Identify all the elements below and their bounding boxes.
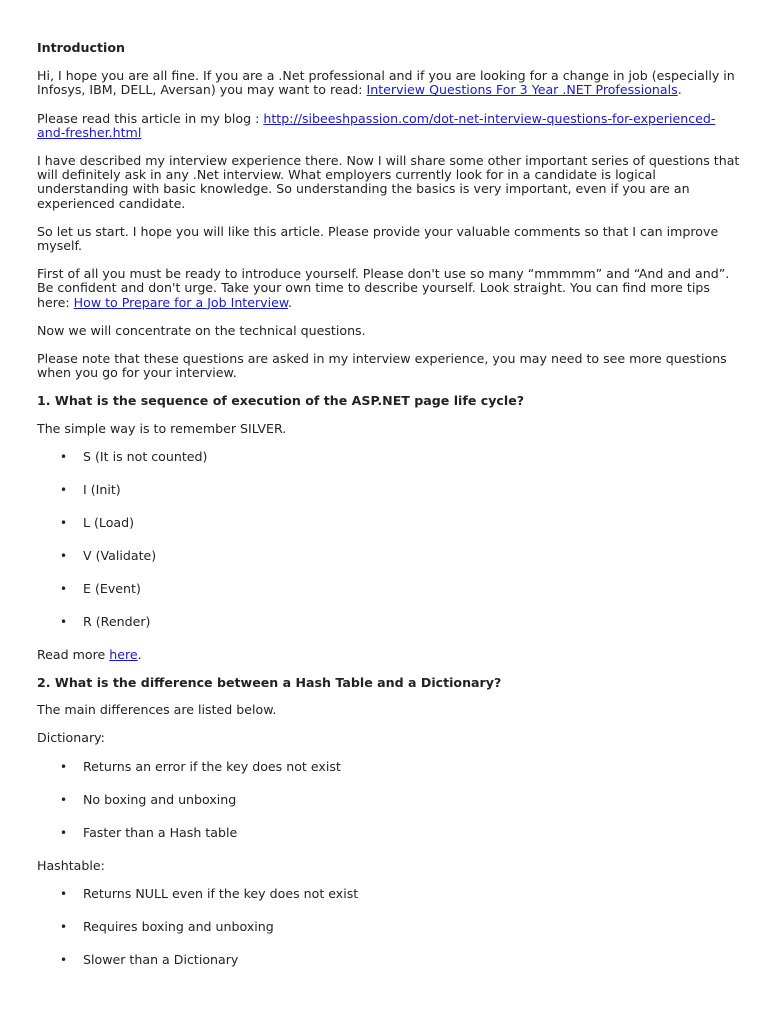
list-item (37, 516, 742, 549)
intro-paragraph-text: Hi, I hope you are all fine. If you are a .Net professional and if you are looking for a change in job (especially in Infosys, IBM, DELL, Aversan) you may want to read: (37, 68, 735, 98)
start-paragraph: So let us start. I hope you will like this article. Please provide your valuable comments so that I can improve myself. (37, 223, 719, 254)
list-item (37, 549, 742, 582)
list-item (37, 615, 742, 648)
hashtable-label: Hashtable: (37, 857, 105, 873)
list-item (37, 920, 742, 953)
list-item (37, 953, 742, 986)
list-item-text: No boxing and unboxing (83, 791, 237, 807)
blog-url-link[interactable]: http://sibeeshpassion.com/dot-net-interview-questions-for-experienced-and-fresher.html (37, 110, 716, 140)
note-paragraph: Please note that these questions are asked in my interview experience, you may need to see more questions when you go for your interview. (37, 351, 727, 381)
question-1-intro: The simple way is to remember SILVER. (37, 420, 287, 436)
bullet-icon: • (60, 759, 68, 774)
dictionary-label: Dictionary: (37, 730, 105, 746)
list-item (37, 582, 742, 615)
list-item (37, 760, 742, 793)
list-item-text: Returns NULL even if the key does not exist (83, 885, 359, 901)
hashtable-list (37, 887, 742, 986)
introduce-paragraph (37, 267, 742, 310)
bullet-icon: • (60, 886, 68, 901)
bullet-icon: • (60, 482, 68, 497)
list-item-text: Requires boxing and unboxing (83, 918, 274, 934)
list-item (37, 450, 742, 483)
list-item (37, 793, 742, 826)
intro-paragraph (37, 69, 742, 97)
list-item-text: R (Render) (83, 613, 151, 629)
list-item-text: E (Event) (83, 580, 141, 596)
experience-paragraph: I have described my interview experience there. Now I will share some other important series of questions that will definitely ask in any .Net interview. What employers currently look for in a candidate is logical understanding with basic knowledge. So understanding the basics is very important, even if you are an experienced candidate. (37, 153, 740, 211)
list-item-text: Slower than a Dictionary (83, 951, 239, 967)
silver-list (37, 450, 742, 648)
question-1-title: 1. What is the sequence of execution of the ASP.NET page life cycle? (37, 393, 525, 409)
bullet-icon: • (60, 581, 68, 596)
question-2-intro: The main differences are listed below. (37, 702, 277, 718)
bullet-icon: • (60, 952, 68, 967)
interview-questions-link[interactable]: Interview Questions For 3 Year .NET Professionals (366, 82, 678, 98)
bullet-icon: • (60, 515, 68, 530)
list-item-text: I (Init) (83, 481, 121, 497)
dictionary-list (37, 760, 742, 859)
bullet-icon: • (60, 614, 68, 629)
read-more-suffix: . (137, 646, 142, 662)
list-item (37, 483, 742, 516)
bullet-icon: • (60, 825, 68, 840)
read-more-line (37, 648, 742, 662)
intro-paragraph-tail: . (677, 82, 682, 98)
technical-paragraph: Now we will concentrate on the technical questions. (37, 322, 366, 338)
question-2-title: 2. What is the difference between a Hash Table and a Dictionary? (37, 675, 502, 691)
bullet-icon: • (60, 449, 68, 464)
bullet-icon: • (60, 548, 68, 563)
introduce-paragraph-tail: . (288, 294, 293, 310)
list-item-text: L (Load) (83, 514, 135, 530)
intro-heading: Introduction (37, 40, 125, 55)
read-more-prefix: Read more (37, 646, 110, 662)
list-item (37, 826, 742, 859)
blog-paragraph (37, 112, 742, 140)
list-item-text: Faster than a Hash table (83, 824, 238, 840)
document-page (37, 41, 742, 986)
introduce-paragraph-text: First of all you must be ready to introduce yourself. Please don't use so many “mmmmm” and “And and and”. Be confident and don't urge. Take your own time to describe yourself. Look straight. You can find more tips here: (37, 266, 730, 310)
job-interview-prep-link[interactable]: How to Prepare for a Job Interview (73, 294, 289, 310)
read-more-link[interactable]: here (109, 646, 138, 662)
list-item (37, 887, 742, 920)
list-item-text: Returns an error if the key does not exist (83, 758, 341, 774)
list-item-text: S (It is not counted) (83, 448, 208, 464)
bullet-icon: • (60, 792, 68, 807)
bullet-icon: • (60, 919, 68, 934)
list-item-text: V (Validate) (83, 547, 157, 563)
blog-paragraph-text: Please read this article in my blog : (37, 110, 264, 126)
